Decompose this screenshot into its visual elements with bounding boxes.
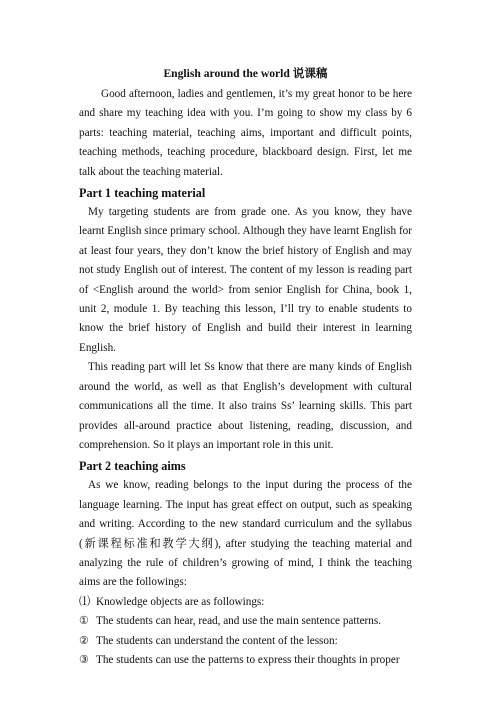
- list-item-text: The students can hear, read, and use the main sentence patterns.: [96, 615, 382, 628]
- teaching-material-paragraph-2: This reading part will let Ss know that there are many kinds of English around the world, as well as that English’s development with cultural communications all the time. It also trains Ss’ learning skills. This part provides all-around practice about listening, reading, discussion, and comprehension. So it plays an important role in this unit.: [79, 361, 412, 451]
- list-intro: [79, 593, 412, 612]
- document-title: English around the world 说课稿: [163, 67, 328, 80]
- list-item: [79, 651, 412, 670]
- list-item: [79, 612, 412, 631]
- intro-paragraph: Good afternoon, ladies and gentlemen, it’s my great honor to be here and share my teaching idea with you. I’m going to show my class by 6 parts: teaching material, teaching aims, important and difficult points, teaching methods, teaching procedure, blackboard design. First, let me talk about the teaching material.: [79, 88, 412, 178]
- teaching-aims-paragraph-1: As we know, reading belongs to the input during the process of the language learning. The input has great effect on output, such as speaking and writing. According to the new standard curriculum and the syllabus (新课程标准和教学大纲), after studying the teaching material and analyzing the rule of children’s growing of mind, I think the teaching aims are the followings:: [79, 479, 412, 589]
- document-body: [79, 64, 412, 670]
- list-item-number: ③: [79, 653, 90, 666]
- section-heading-teaching-aims: Part 2 teaching aims: [79, 459, 186, 474]
- list-intro-number: ⑴: [79, 595, 91, 608]
- list-item-text: The students can understand the content of the lesson:: [96, 634, 338, 647]
- section-heading-teaching-material: Part 1 teaching material: [79, 186, 206, 201]
- list-item-number: ②: [79, 634, 90, 647]
- teaching-material-paragraph-1: My targeting students are from grade one. As you know, they have learnt English since primary school. Although they have learnt English for at least four years, they don’t know the brief history of English and may not study English out of interest. The content of my lesson is reading part of <English around the world> from senior English for China, book 1, unit 2, module 1. By teaching this lesson, I’ll try to enable students to know the brief history of English and build their interest in learning English.: [79, 206, 412, 354]
- list-item-text: The students can use the patterns to express their thoughts in proper: [96, 653, 400, 666]
- list-item: [79, 632, 412, 651]
- list-item-number: ①: [79, 615, 90, 628]
- list-intro-text: Knowledge objects are as followings:: [96, 595, 265, 608]
